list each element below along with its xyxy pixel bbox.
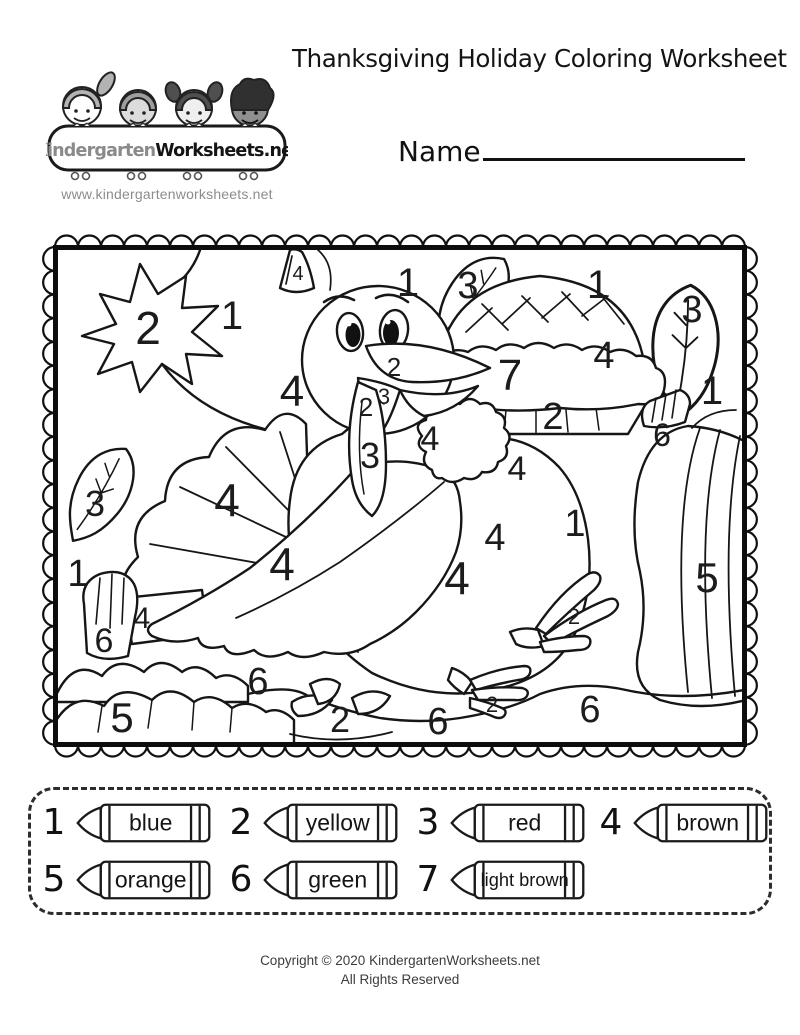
- color-number: 1: [564, 503, 586, 545]
- color-number: 1: [586, 263, 610, 307]
- color-number: 3: [359, 435, 381, 476]
- page-title: Thanksgiving Holiday Coloring Worksheet: [292, 44, 787, 73]
- key-color-label: yellow: [305, 809, 370, 836]
- color-number: 2: [135, 302, 161, 354]
- crayon-icon: [71, 856, 217, 904]
- color-number: 6: [247, 661, 269, 703]
- coloring-picture: [40, 232, 760, 760]
- color-number: 3: [377, 384, 391, 409]
- key-number: 3: [416, 801, 440, 843]
- copyright-footer: [0, 952, 800, 990]
- logo-kid-girl-pigtails: [163, 80, 224, 126]
- key-number: 7: [416, 858, 440, 900]
- crayon-icon: [445, 799, 591, 847]
- color-number: 1: [67, 553, 89, 595]
- color-number: 4: [214, 474, 240, 526]
- color-number: 4: [593, 335, 615, 377]
- color-number: 3: [84, 483, 106, 524]
- key-number: 6: [229, 858, 253, 900]
- color-number: 3: [681, 289, 703, 331]
- rights-line: All Rights Reserved: [340, 971, 460, 987]
- logo-kid-boy: [120, 90, 156, 126]
- key-item-light-brown: [413, 856, 596, 904]
- key-color-label: orange: [114, 866, 187, 893]
- key-color-label: green: [308, 866, 368, 893]
- key-color-label: blue: [128, 809, 173, 836]
- key-item-green: [226, 856, 413, 904]
- color-number: 2: [386, 352, 402, 382]
- color-number: 4: [507, 450, 527, 488]
- color-number: 6: [94, 622, 114, 660]
- color-number: 4: [444, 552, 470, 604]
- color-number: 4: [279, 367, 305, 416]
- name-row: [398, 132, 745, 168]
- name-label: Name: [398, 135, 481, 168]
- crest-feather: [280, 249, 331, 292]
- site-logo: [46, 34, 288, 202]
- crayon-icon: [71, 799, 217, 847]
- color-number: 5: [695, 554, 719, 601]
- color-number: 2: [567, 604, 581, 629]
- key-number: 5: [42, 858, 66, 900]
- crayon-icon: [628, 799, 774, 847]
- logo-kid-boy-curly: [231, 79, 274, 126]
- color-number: 7: [497, 351, 523, 400]
- color-number: 6: [427, 701, 449, 743]
- key-item-brown: [596, 799, 774, 847]
- color-number: 5: [110, 694, 134, 741]
- logo-kids-illustration: [46, 34, 288, 184]
- color-number: 2: [485, 692, 499, 717]
- color-number: 3: [457, 265, 479, 307]
- logo-wordmark: KindergartenWorksheets.net: [46, 141, 288, 161]
- crayon-icon: [258, 799, 404, 847]
- crayon-icon: [445, 856, 591, 904]
- key-number: 4: [599, 801, 623, 843]
- key-number: 2: [229, 801, 253, 843]
- key-number: 1: [42, 801, 66, 843]
- color-number: 1: [396, 261, 420, 305]
- logo-url: www.kindergartenworksheets.net: [61, 186, 273, 202]
- color-number: 2: [358, 392, 374, 422]
- color-key: [28, 787, 772, 915]
- crayon-icon: [258, 856, 404, 904]
- color-number: 4: [484, 517, 506, 559]
- key-item-yellow: [226, 799, 413, 847]
- color-number: 1: [700, 369, 724, 413]
- key-item-orange: [39, 856, 226, 904]
- key-color-label: light brown: [480, 868, 569, 890]
- color-number: 4: [133, 602, 151, 635]
- color-number: 1: [220, 294, 244, 338]
- key-color-label: red: [508, 809, 542, 836]
- color-number: 2: [329, 699, 351, 740]
- color-number: 6: [653, 417, 671, 453]
- color-number: 4: [420, 420, 440, 458]
- color-number: 6: [579, 689, 601, 731]
- key-item-blue: [39, 799, 226, 847]
- key-item-red: [413, 799, 596, 847]
- color-number: 2: [542, 396, 564, 438]
- key-color-label: brown: [676, 809, 740, 836]
- logo-kid-girl-ponytail: [63, 70, 118, 125]
- maple-leaf: [82, 264, 276, 432]
- pumpkin: [634, 390, 746, 706]
- name-blank-line[interactable]: [483, 132, 745, 161]
- copyright-line: Copyright © 2020 KindergartenWorksheets.net: [260, 953, 540, 968]
- color-number: 4: [292, 263, 304, 285]
- color-number: 4: [269, 538, 295, 590]
